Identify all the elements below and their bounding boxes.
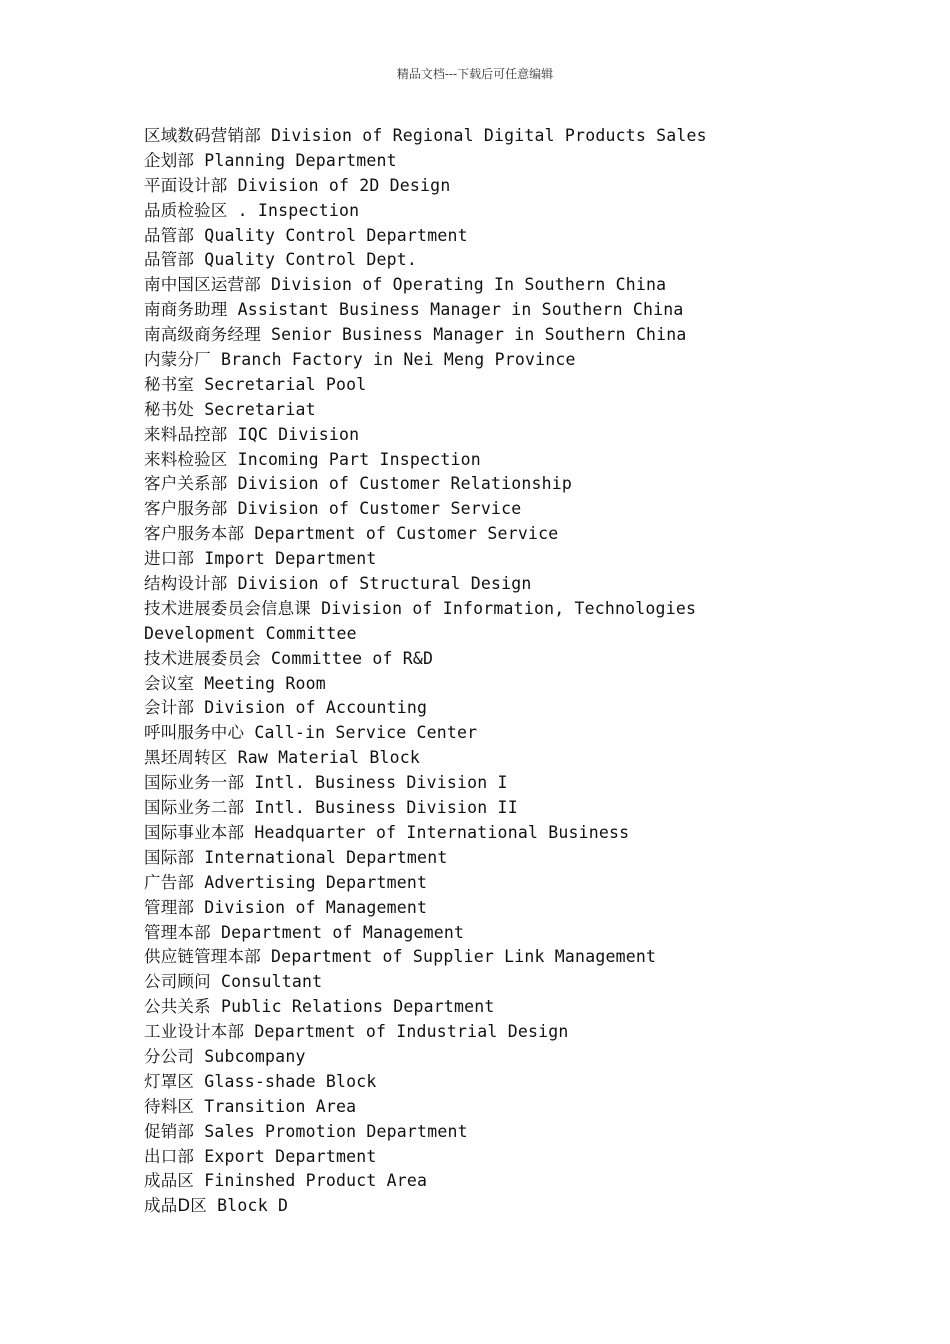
english-term: Advertising Department (204, 872, 428, 892)
glossary-entry (144, 1045, 744, 1070)
chinese-term: 品质检验区 (144, 200, 228, 220)
glossary-entry (144, 497, 744, 522)
glossary-entry (144, 224, 744, 249)
glossary-entry (144, 348, 744, 373)
glossary-entry (144, 1145, 744, 1170)
glossary-entry (144, 522, 744, 547)
glossary-entry (144, 821, 744, 846)
chinese-term: 国际业务二部 (144, 798, 245, 818)
glossary-entry (144, 472, 744, 497)
glossary-entry (144, 398, 744, 423)
english-term: Consultant (220, 972, 323, 992)
english-term: Division of Customer Relationship (237, 474, 573, 494)
english-term: Committee of R&D (271, 648, 434, 668)
english-term: IQC Division (237, 424, 360, 444)
glossary-entry (144, 771, 744, 796)
chinese-term: 秘书处 (144, 399, 195, 419)
glossary-entry (144, 597, 744, 622)
english-term: Transition Area (204, 1096, 357, 1116)
glossary-entry (144, 746, 744, 771)
glossary-entry (144, 672, 744, 697)
english-term: Call-in Service Center (254, 723, 478, 743)
chinese-term: 技术进展委员会信息课 (144, 598, 311, 618)
glossary-entry (144, 1194, 744, 1219)
english-term: Division of 2D Design (237, 175, 451, 195)
english-term: Sales Promotion Department (204, 1121, 468, 1141)
glossary-entry (144, 1169, 744, 1194)
chinese-term: 分公司 (144, 1046, 195, 1066)
glossary-entry (144, 846, 744, 871)
english-term: Division of Regional Digital Products Sales (271, 126, 707, 145)
chinese-term: 品管部 (144, 250, 195, 270)
chinese-term: 技术进展委员会 (144, 648, 261, 668)
chinese-term: 客户服务部 (144, 499, 228, 519)
chinese-term: 广告部 (144, 872, 195, 892)
glossary-entry (144, 373, 744, 398)
chinese-term: 工业设计本部 (144, 1022, 245, 1042)
chinese-term: 供应链管理本部 (144, 947, 261, 967)
glossary-entry (144, 149, 744, 174)
english-term: Quality Control Dept. (204, 250, 418, 270)
english-term: Public Relations Department (220, 997, 495, 1017)
english-term: Development Committee (144, 623, 357, 643)
glossary-list (144, 124, 744, 1219)
english-term: Glass-shade Block (204, 1071, 377, 1091)
glossary-entry (144, 1095, 744, 1120)
english-term: International Department (204, 847, 448, 867)
glossary-entry (144, 124, 744, 149)
chinese-term: 公司顾问 (144, 972, 211, 992)
glossary-entry (144, 871, 744, 896)
glossary-entry (144, 423, 744, 448)
chinese-term: 公共关系 (144, 997, 211, 1017)
glossary-entry (144, 945, 744, 970)
english-term: Department of Industrial Design (254, 1022, 569, 1042)
english-term: Quality Control Department (204, 225, 468, 245)
english-term: Assistant Business Manager in Southern China (237, 300, 684, 320)
glossary-entry (144, 921, 744, 946)
english-term: Import Department (204, 549, 377, 569)
chinese-term: 会议室 (144, 673, 195, 693)
glossary-entry (144, 248, 744, 273)
chinese-term: 国际事业本部 (144, 822, 245, 842)
english-term: Division of Management (204, 897, 428, 917)
page-header: 精品文档---下载后可任意编辑 (396, 67, 554, 81)
english-term: Headquarter of International Business (254, 822, 630, 842)
chinese-term: 结构设计部 (144, 574, 228, 594)
chinese-term: 秘书室 (144, 374, 195, 394)
glossary-entry (144, 298, 744, 323)
chinese-term: 会计部 (144, 698, 195, 718)
glossary-entry (144, 696, 744, 721)
chinese-term: 企划部 (144, 150, 195, 170)
chinese-term: 促销部 (144, 1121, 195, 1141)
english-term: Intl. Business Division II (254, 798, 518, 818)
chinese-term: 进口部 (144, 549, 195, 569)
glossary-entry (144, 995, 744, 1020)
glossary-entry-continuation (144, 622, 744, 647)
english-term: Raw Material Block (237, 748, 421, 768)
english-term: Incoming Part Inspection (237, 449, 481, 469)
english-term: Block D (217, 1196, 289, 1216)
english-term: Secretarial Pool (204, 374, 367, 394)
english-term: Senior Business Manager in Southern China (271, 325, 687, 345)
chinese-term: 管理本部 (144, 922, 211, 942)
english-term: Division of Operating In Southern China (271, 275, 667, 295)
chinese-term: 黑坯周转区 (144, 748, 228, 768)
chinese-term: 国际业务一部 (144, 773, 245, 793)
chinese-term: 呼叫服务中心 (144, 723, 245, 743)
english-term: Planning Department (204, 150, 397, 170)
english-term: Department of Management (220, 922, 465, 942)
english-term: Department of Customer Service (254, 524, 559, 544)
chinese-term: 南高级商务经理 (144, 325, 261, 345)
chinese-term: 平面设计部 (144, 175, 228, 195)
english-term: Department of Supplier Link Management (271, 947, 657, 967)
chinese-term: 出口部 (144, 1146, 195, 1166)
chinese-term: 灯罩区 (144, 1071, 195, 1091)
glossary-entry (144, 323, 744, 348)
glossary-entry (144, 970, 744, 995)
glossary-entry (144, 572, 744, 597)
glossary-entry (144, 273, 744, 298)
chinese-term: 来料品控部 (144, 424, 228, 444)
glossary-entry (144, 896, 744, 921)
glossary-entry (144, 448, 744, 473)
glossary-entry (144, 1120, 744, 1145)
chinese-term: 品管部 (144, 225, 195, 245)
english-term: Division of Structural Design (237, 574, 532, 594)
glossary-entry (144, 547, 744, 572)
chinese-term: 成品D区 (144, 1196, 208, 1216)
chinese-term: 南中国区运营部 (144, 275, 261, 295)
chinese-term: 管理部 (144, 897, 195, 917)
glossary-entry (144, 174, 744, 199)
chinese-term: 区域数码营销部 (144, 126, 261, 145)
chinese-term: 来料检验区 (144, 449, 228, 469)
english-term: Division of Accounting (204, 698, 428, 718)
glossary-entry (144, 1020, 744, 1045)
english-term: Meeting Room (204, 673, 326, 693)
english-term: Division of Information, Technologies (321, 598, 697, 618)
english-term: Secretariat (204, 399, 316, 419)
english-term: Fininshed Product Area (204, 1171, 428, 1191)
chinese-term: 客户服务本部 (144, 524, 245, 544)
chinese-term: 国际部 (144, 847, 195, 867)
english-term: Branch Factory in Nei Meng Province (220, 350, 576, 370)
english-term: Subcompany (204, 1046, 306, 1066)
chinese-term: 内蒙分厂 (144, 350, 211, 370)
english-term: Export Department (204, 1146, 377, 1166)
english-term: Intl. Business Division I (254, 773, 508, 793)
chinese-term: 南商务助理 (144, 300, 228, 320)
glossary-entry (144, 647, 744, 672)
chinese-term: 成品区 (144, 1171, 195, 1191)
chinese-term: 待料区 (144, 1096, 195, 1116)
glossary-entry (144, 1070, 744, 1095)
glossary-entry (144, 199, 744, 224)
english-term: Division of Customer Service (237, 499, 522, 519)
glossary-entry (144, 721, 744, 746)
english-term: . Inspection (237, 200, 360, 220)
glossary-entry (144, 796, 744, 821)
chinese-term: 客户关系部 (144, 474, 228, 494)
